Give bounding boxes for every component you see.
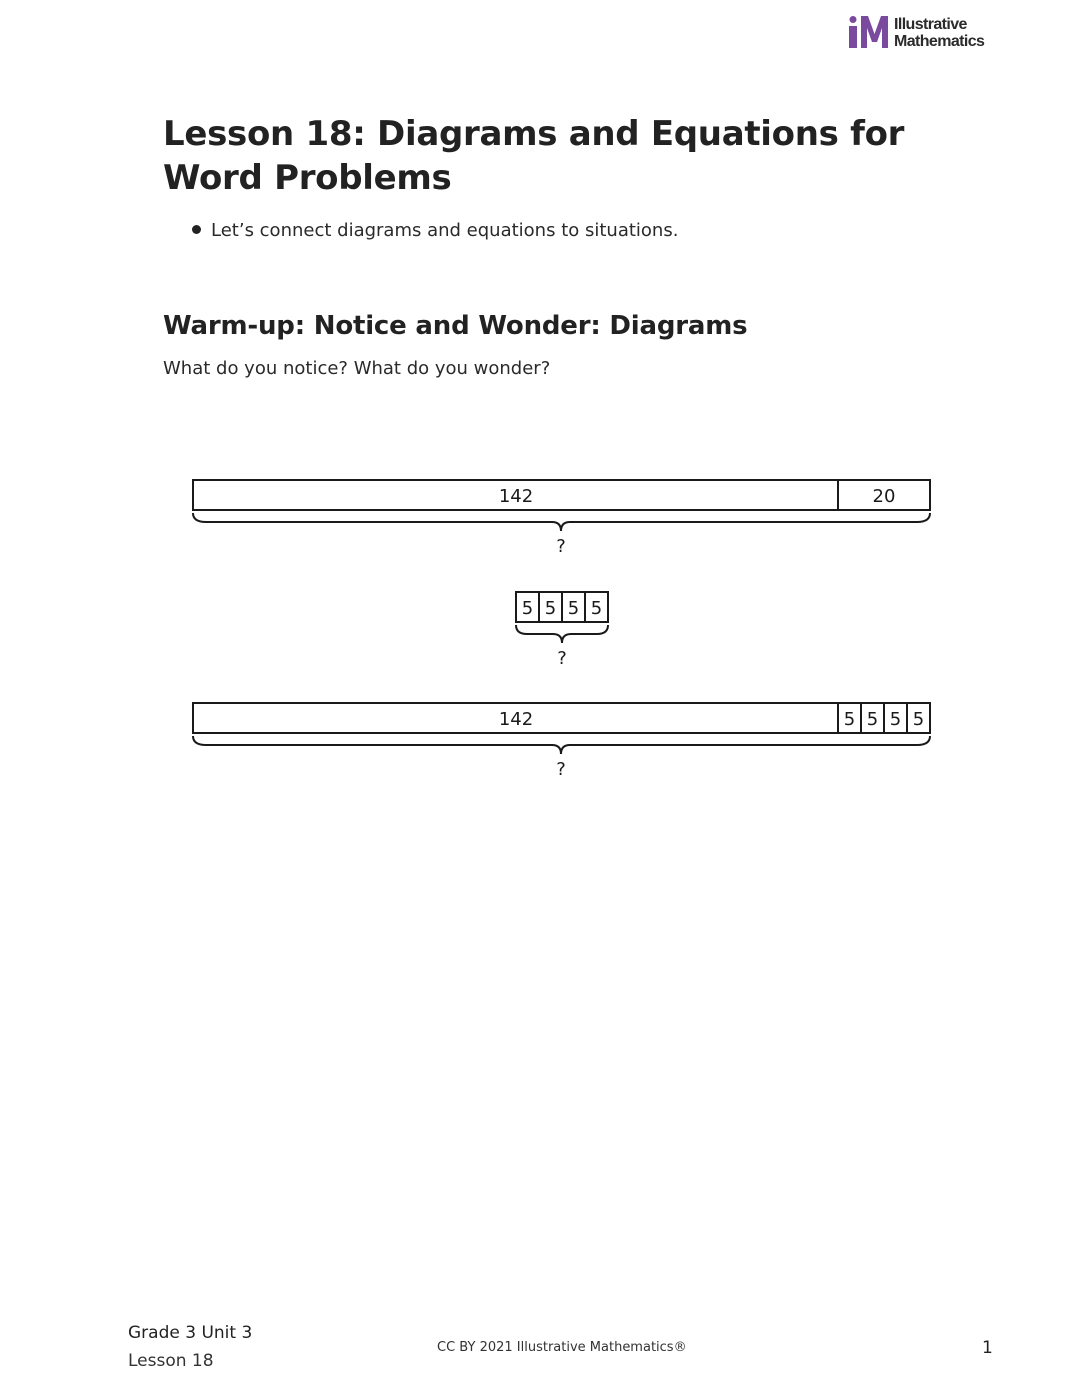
tape-2-brace (516, 625, 608, 643)
tape-1-part-1: 142 (498, 486, 534, 507)
tape-2-part-3: 5 (567, 598, 580, 619)
tape-1-total: ? (556, 536, 566, 557)
warmup-prompt: What do you notice? What do you wonder? (163, 358, 551, 379)
tape-3-outline (193, 703, 930, 733)
lesson-title: Lesson 18: Diagrams and Equations for Word Problems (163, 114, 905, 198)
tape-3-part-4: 5 (889, 709, 902, 730)
lesson-goal-text: Let’s connect diagrams and equations to situations. (211, 220, 679, 241)
tape-1-outline (193, 480, 930, 510)
tape-2-total: ? (557, 648, 567, 669)
tape-3-part-2: 5 (843, 709, 856, 730)
warmup-title: Warm-up: Notice and Wonder: Diagrams (163, 311, 748, 341)
page-number: 1 (982, 1338, 993, 1358)
tape-2-part-1: 5 (521, 598, 534, 619)
tape-3-total: ? (556, 759, 566, 780)
tape-3-brace (193, 736, 930, 754)
footer-lesson: Lesson 18 (128, 1351, 214, 1371)
tape-2-part-2: 5 (544, 598, 557, 619)
tape-3-part-3: 5 (866, 709, 879, 730)
tape-1-part-2: 20 (872, 486, 896, 507)
logo-line-1: Illustrative (894, 16, 967, 33)
logo-line-2: Mathematics (894, 33, 985, 50)
footer-grade-unit: Grade 3 Unit 3 (128, 1323, 253, 1343)
tape-2-part-4: 5 (590, 598, 603, 619)
tape-3-part-5: 5 (912, 709, 925, 730)
footer-license: CC BY 2021 Illustrative Mathematics® (437, 1340, 687, 1355)
tape-3-part-1: 142 (498, 709, 534, 730)
tape-1-brace (193, 513, 930, 531)
